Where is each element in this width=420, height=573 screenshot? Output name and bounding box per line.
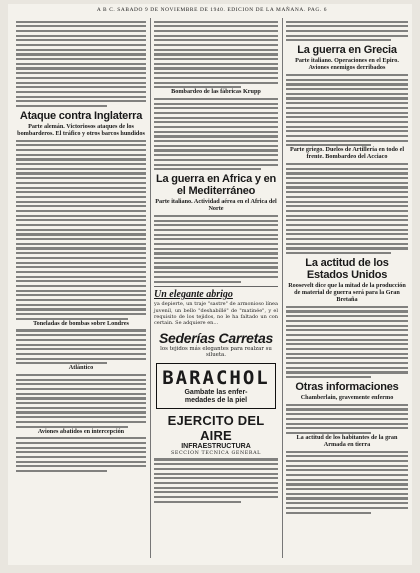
- text-line: [16, 149, 146, 151]
- text-line: [16, 172, 146, 174]
- subhead-roosevelt: Roosevelt dice que la mitad de la producción de material de guerra será para la Gran Bretaña: [288, 282, 406, 304]
- text-line: [154, 487, 278, 489]
- text-line: [286, 126, 408, 128]
- text-line: [154, 72, 278, 74]
- text-line: [286, 357, 408, 359]
- text-line: [16, 290, 146, 292]
- text-line: [16, 388, 146, 390]
- advert-line: medades de la piel: [184, 396, 248, 404]
- subhead-parte-italiano: Parte italiano. Actividad aérea en el Africa del Norte: [155, 198, 277, 213]
- text-line: [16, 329, 146, 331]
- text-line: [16, 456, 146, 458]
- text-line: [16, 266, 146, 268]
- text-line: [16, 411, 146, 413]
- text-line: [286, 408, 408, 410]
- text-line: [154, 35, 278, 37]
- text-line: [286, 25, 408, 27]
- column-rule: [282, 18, 283, 558]
- text-line: [16, 470, 107, 472]
- text-line: [16, 224, 146, 226]
- text-line: [16, 276, 146, 278]
- text-line: [16, 82, 146, 84]
- text-line: [16, 285, 146, 287]
- text-line: [16, 100, 146, 102]
- text-line: [16, 196, 146, 198]
- advert-title: Un elegante abrigo: [154, 289, 233, 301]
- text-line: [154, 463, 278, 465]
- text-line: [286, 325, 408, 327]
- text-line: [16, 280, 146, 282]
- text-line: [154, 234, 278, 236]
- text-line: [16, 447, 146, 449]
- text-line: [154, 30, 278, 32]
- text-line: [286, 210, 408, 212]
- text-line: [286, 93, 408, 95]
- text-line: [286, 497, 408, 499]
- text-line: [154, 215, 278, 217]
- text-line: [154, 257, 278, 259]
- text-line: [286, 483, 408, 485]
- text-line: [154, 121, 278, 123]
- text-line: [154, 154, 278, 156]
- notice-subtitle: INFRAESTRUCTURA: [181, 442, 251, 450]
- text-line: [16, 299, 146, 301]
- text-line: [154, 131, 278, 133]
- text-line: [286, 172, 408, 174]
- text-line: [16, 105, 107, 107]
- advert-tagline: los tejidos más elegantes para realzar su silueta.: [160, 345, 272, 359]
- text-line: [286, 107, 408, 109]
- text-line: [16, 339, 146, 341]
- text-line: [154, 98, 278, 100]
- subhead-atlantico: Atlántico: [68, 364, 94, 372]
- text-line: [286, 413, 408, 415]
- headline-ataque-inglaterra: Ataque contra Inglaterra: [19, 110, 143, 123]
- text-line: [286, 474, 408, 476]
- text-line: [286, 451, 408, 453]
- text-line: [154, 53, 278, 55]
- text-line: [16, 233, 146, 235]
- text-line: [154, 49, 278, 51]
- text-line: [286, 512, 371, 514]
- text-line: [286, 186, 408, 188]
- text-line: [16, 39, 146, 41]
- text-line: [286, 339, 408, 341]
- text-line: [286, 479, 408, 481]
- text-line: [154, 82, 278, 84]
- text-line: [16, 379, 146, 381]
- text-line: [286, 224, 408, 226]
- text-line: [286, 135, 408, 137]
- text-line: [16, 416, 146, 418]
- text-line: [16, 262, 146, 264]
- text-line: [154, 149, 278, 151]
- text-line: [16, 215, 146, 217]
- text-line: [154, 168, 261, 170]
- text-line: [16, 91, 146, 93]
- text-line: [286, 233, 408, 235]
- text-line: [286, 247, 408, 249]
- text-line: [286, 488, 408, 490]
- text-line: [286, 371, 408, 373]
- text-line: [286, 306, 408, 308]
- text-line: [286, 455, 408, 457]
- text-line: [154, 276, 278, 278]
- text-line: [16, 25, 146, 27]
- headline-guerra-africa: La guerra en Africa y en el Mediterráneo: [155, 173, 277, 198]
- text-line: [154, 220, 278, 222]
- text-line: [154, 468, 278, 470]
- subhead-aviones-abatidos: Aviones abatidos en intercepción: [37, 427, 125, 435]
- text-line: [154, 281, 241, 283]
- subhead-toneladas-bombas: Toneladas de bombas sobre Londres: [33, 319, 129, 327]
- text-line: [16, 140, 146, 142]
- text-line: [154, 58, 278, 60]
- text-line: [286, 182, 408, 184]
- text-line: [286, 423, 408, 425]
- text-line: [154, 271, 278, 273]
- notice-title: EJERCITO DEL AIRE: [167, 412, 265, 443]
- text-line: [154, 491, 278, 493]
- text-line: [286, 39, 391, 41]
- text-line: [286, 219, 408, 221]
- text-line: [286, 79, 408, 81]
- text-line: [16, 187, 146, 189]
- text-line: [16, 374, 146, 376]
- text-line: [286, 74, 408, 76]
- text-line: [286, 97, 408, 99]
- text-line: [286, 243, 408, 245]
- text-line: [154, 496, 278, 498]
- text-line: [286, 88, 408, 90]
- text-line: [286, 144, 371, 146]
- text-line: [286, 329, 408, 331]
- text-line: [16, 182, 146, 184]
- text-line: [16, 402, 146, 404]
- text-line: [16, 229, 146, 231]
- text-line: [16, 294, 146, 296]
- text-line: [286, 310, 408, 312]
- text-line: [154, 473, 278, 475]
- text-line: [154, 266, 278, 268]
- text-line: [16, 393, 146, 395]
- text-line: [286, 469, 408, 471]
- text-line: [154, 67, 278, 69]
- text-line: [154, 126, 278, 128]
- text-line: [286, 404, 408, 406]
- text-line: [154, 145, 278, 147]
- text-line: [16, 358, 146, 360]
- text-line: [286, 367, 408, 369]
- text-line: [154, 135, 278, 137]
- text-line: [286, 140, 408, 142]
- text-line: [16, 49, 146, 51]
- text-line: [286, 320, 408, 322]
- text-line: [286, 252, 391, 254]
- advert-body: ya depierte, un traje "sastre" de armonioso línea juvenil, un bello "deshabillé" de "matinée", y el requisito de los tejidos, no le ha faltado un con certain. Se adquiere en...: [154, 301, 278, 327]
- running-header: A B C. SABADO 9 DE NOVIEMBRE DE 1940. EDICION DE LA MAÑANA. PAG. 6: [96, 7, 328, 13]
- text-line: [154, 140, 278, 142]
- text-line: [154, 252, 278, 254]
- text-line: [16, 318, 128, 320]
- text-line: [286, 215, 408, 217]
- text-line: [16, 407, 146, 409]
- text-line: [154, 262, 278, 264]
- text-line: [16, 168, 146, 170]
- text-line: [16, 271, 146, 273]
- text-line: [16, 177, 146, 179]
- subhead-krupp: Bombardeo de las fábricas Krupp: [171, 88, 261, 96]
- notice-ejercito-aire: [154, 413, 278, 503]
- text-line: [154, 159, 278, 161]
- text-line: [16, 44, 146, 46]
- text-line: [16, 86, 146, 88]
- text-line: [286, 163, 408, 165]
- text-line: [286, 493, 408, 495]
- text-line: [16, 383, 146, 385]
- text-line: [286, 191, 408, 193]
- text-line: [154, 248, 278, 250]
- column-rule: [150, 18, 151, 558]
- text-line: [16, 163, 146, 165]
- text-line: [154, 117, 278, 119]
- text-line: [154, 21, 278, 23]
- text-line: [16, 205, 146, 207]
- text-line: [16, 58, 146, 60]
- newspaper-page: [8, 4, 412, 565]
- text-line: [286, 502, 408, 504]
- column-2: [154, 18, 278, 503]
- text-line: [286, 432, 371, 434]
- text-line: [154, 112, 278, 114]
- text-line: [16, 201, 146, 203]
- text-line: [286, 418, 408, 420]
- text-line: [16, 252, 146, 254]
- text-line: [286, 102, 408, 104]
- text-line: [286, 229, 408, 231]
- headline-otras-informaciones: Otras informaciones: [295, 381, 399, 394]
- text-line: [286, 465, 408, 467]
- text-line: [16, 313, 146, 315]
- advert-brand: Sederías Carretas: [159, 329, 273, 346]
- text-line: [16, 257, 146, 259]
- text-line: [16, 96, 146, 98]
- text-line: [286, 201, 408, 203]
- text-line: [16, 426, 128, 428]
- text-line: [286, 35, 408, 37]
- advert-sederias: [154, 289, 278, 359]
- text-line: [154, 63, 278, 65]
- text-line: [16, 334, 146, 336]
- advert-barachol: [156, 363, 276, 409]
- text-line: [286, 334, 408, 336]
- text-line: [154, 477, 278, 479]
- headline-guerra-grecia: La guerra en Grecia: [297, 44, 397, 57]
- text-line: [286, 343, 408, 345]
- text-line: [16, 67, 146, 69]
- subhead-parte-aleman: Parte alemán. Victoriosos ataques de los bombarderos. El tráfico y otros barcos hundidos: [17, 123, 145, 138]
- text-line: [16, 30, 146, 32]
- advert-line: Gambate las enfer-: [184, 388, 248, 396]
- text-line: [286, 130, 408, 132]
- text-line: [16, 308, 146, 310]
- text-line: [16, 362, 107, 364]
- text-line: [154, 238, 278, 240]
- text-line: [16, 461, 146, 463]
- text-line: [16, 21, 146, 23]
- text-line: [154, 482, 278, 484]
- text-line: [16, 63, 146, 65]
- text-line: [154, 44, 278, 46]
- text-line: [154, 164, 278, 166]
- text-line: [16, 158, 146, 160]
- text-line: [154, 77, 278, 79]
- text-line: [154, 243, 278, 245]
- text-line: [16, 238, 146, 240]
- text-line: [286, 112, 408, 114]
- text-line: [286, 460, 408, 462]
- column-1: [16, 18, 146, 472]
- subhead-parte-griego: Parte griego. Duelos de Artillería en todo el frente. Bombardeo del Acciaco: [289, 146, 405, 161]
- text-line: [286, 427, 408, 429]
- text-line: [16, 465, 146, 467]
- text-line: [154, 458, 278, 460]
- text-line: [154, 39, 278, 41]
- notice-small: SECCION TECNICA GENERAL: [171, 450, 261, 456]
- advert-brand: BARACHOL: [162, 366, 270, 389]
- text-line: [154, 229, 278, 231]
- text-line: [286, 315, 408, 317]
- text-line: [16, 437, 146, 439]
- text-line: [16, 77, 146, 79]
- text-line: [286, 121, 408, 123]
- text-line: [154, 501, 241, 503]
- text-line: [16, 348, 146, 350]
- text-line: [16, 304, 146, 306]
- divider: [154, 286, 278, 287]
- text-line: [286, 362, 408, 364]
- text-line: [16, 191, 146, 193]
- text-line: [286, 196, 408, 198]
- text-line: [16, 451, 146, 453]
- text-line: [154, 107, 278, 109]
- text-line: [286, 376, 371, 378]
- text-line: [16, 243, 146, 245]
- text-line: [16, 442, 146, 444]
- text-line: [16, 144, 146, 146]
- text-line: [154, 25, 278, 27]
- subhead-chamberlain: Chamberlain, gravemente enfermo: [300, 394, 394, 402]
- text-line: [16, 344, 146, 346]
- text-line: [154, 224, 278, 226]
- text-line: [286, 205, 408, 207]
- text-line: [286, 238, 408, 240]
- text-line: [16, 219, 146, 221]
- text-line: [16, 210, 146, 212]
- text-line: [16, 72, 146, 74]
- text-line: [286, 507, 408, 509]
- text-line: [16, 154, 146, 156]
- text-line: [16, 353, 146, 355]
- text-line: [286, 83, 408, 85]
- column-3: [286, 18, 408, 514]
- text-line: [286, 168, 408, 170]
- text-line: [154, 86, 241, 88]
- text-line: [16, 53, 146, 55]
- text-line: [286, 21, 408, 23]
- headline-estados-unidos: La actitud de los Estados Unidos: [305, 257, 389, 282]
- text-line: [16, 247, 146, 249]
- text-line: [286, 177, 408, 179]
- text-line: [286, 116, 408, 118]
- text-line: [16, 421, 146, 423]
- text-line: [286, 30, 408, 32]
- text-line: [286, 353, 408, 355]
- subhead-epiro: Parte italiano. Operaciones en el Epiro. Aviones enemigos derribados: [295, 57, 399, 72]
- subhead-habitantes: La actitud de los habitantes de la gran Armada en tierra: [296, 434, 398, 448]
- text-line: [16, 397, 146, 399]
- text-line: [16, 35, 146, 37]
- text-line: [286, 348, 408, 350]
- text-line: [154, 103, 278, 105]
